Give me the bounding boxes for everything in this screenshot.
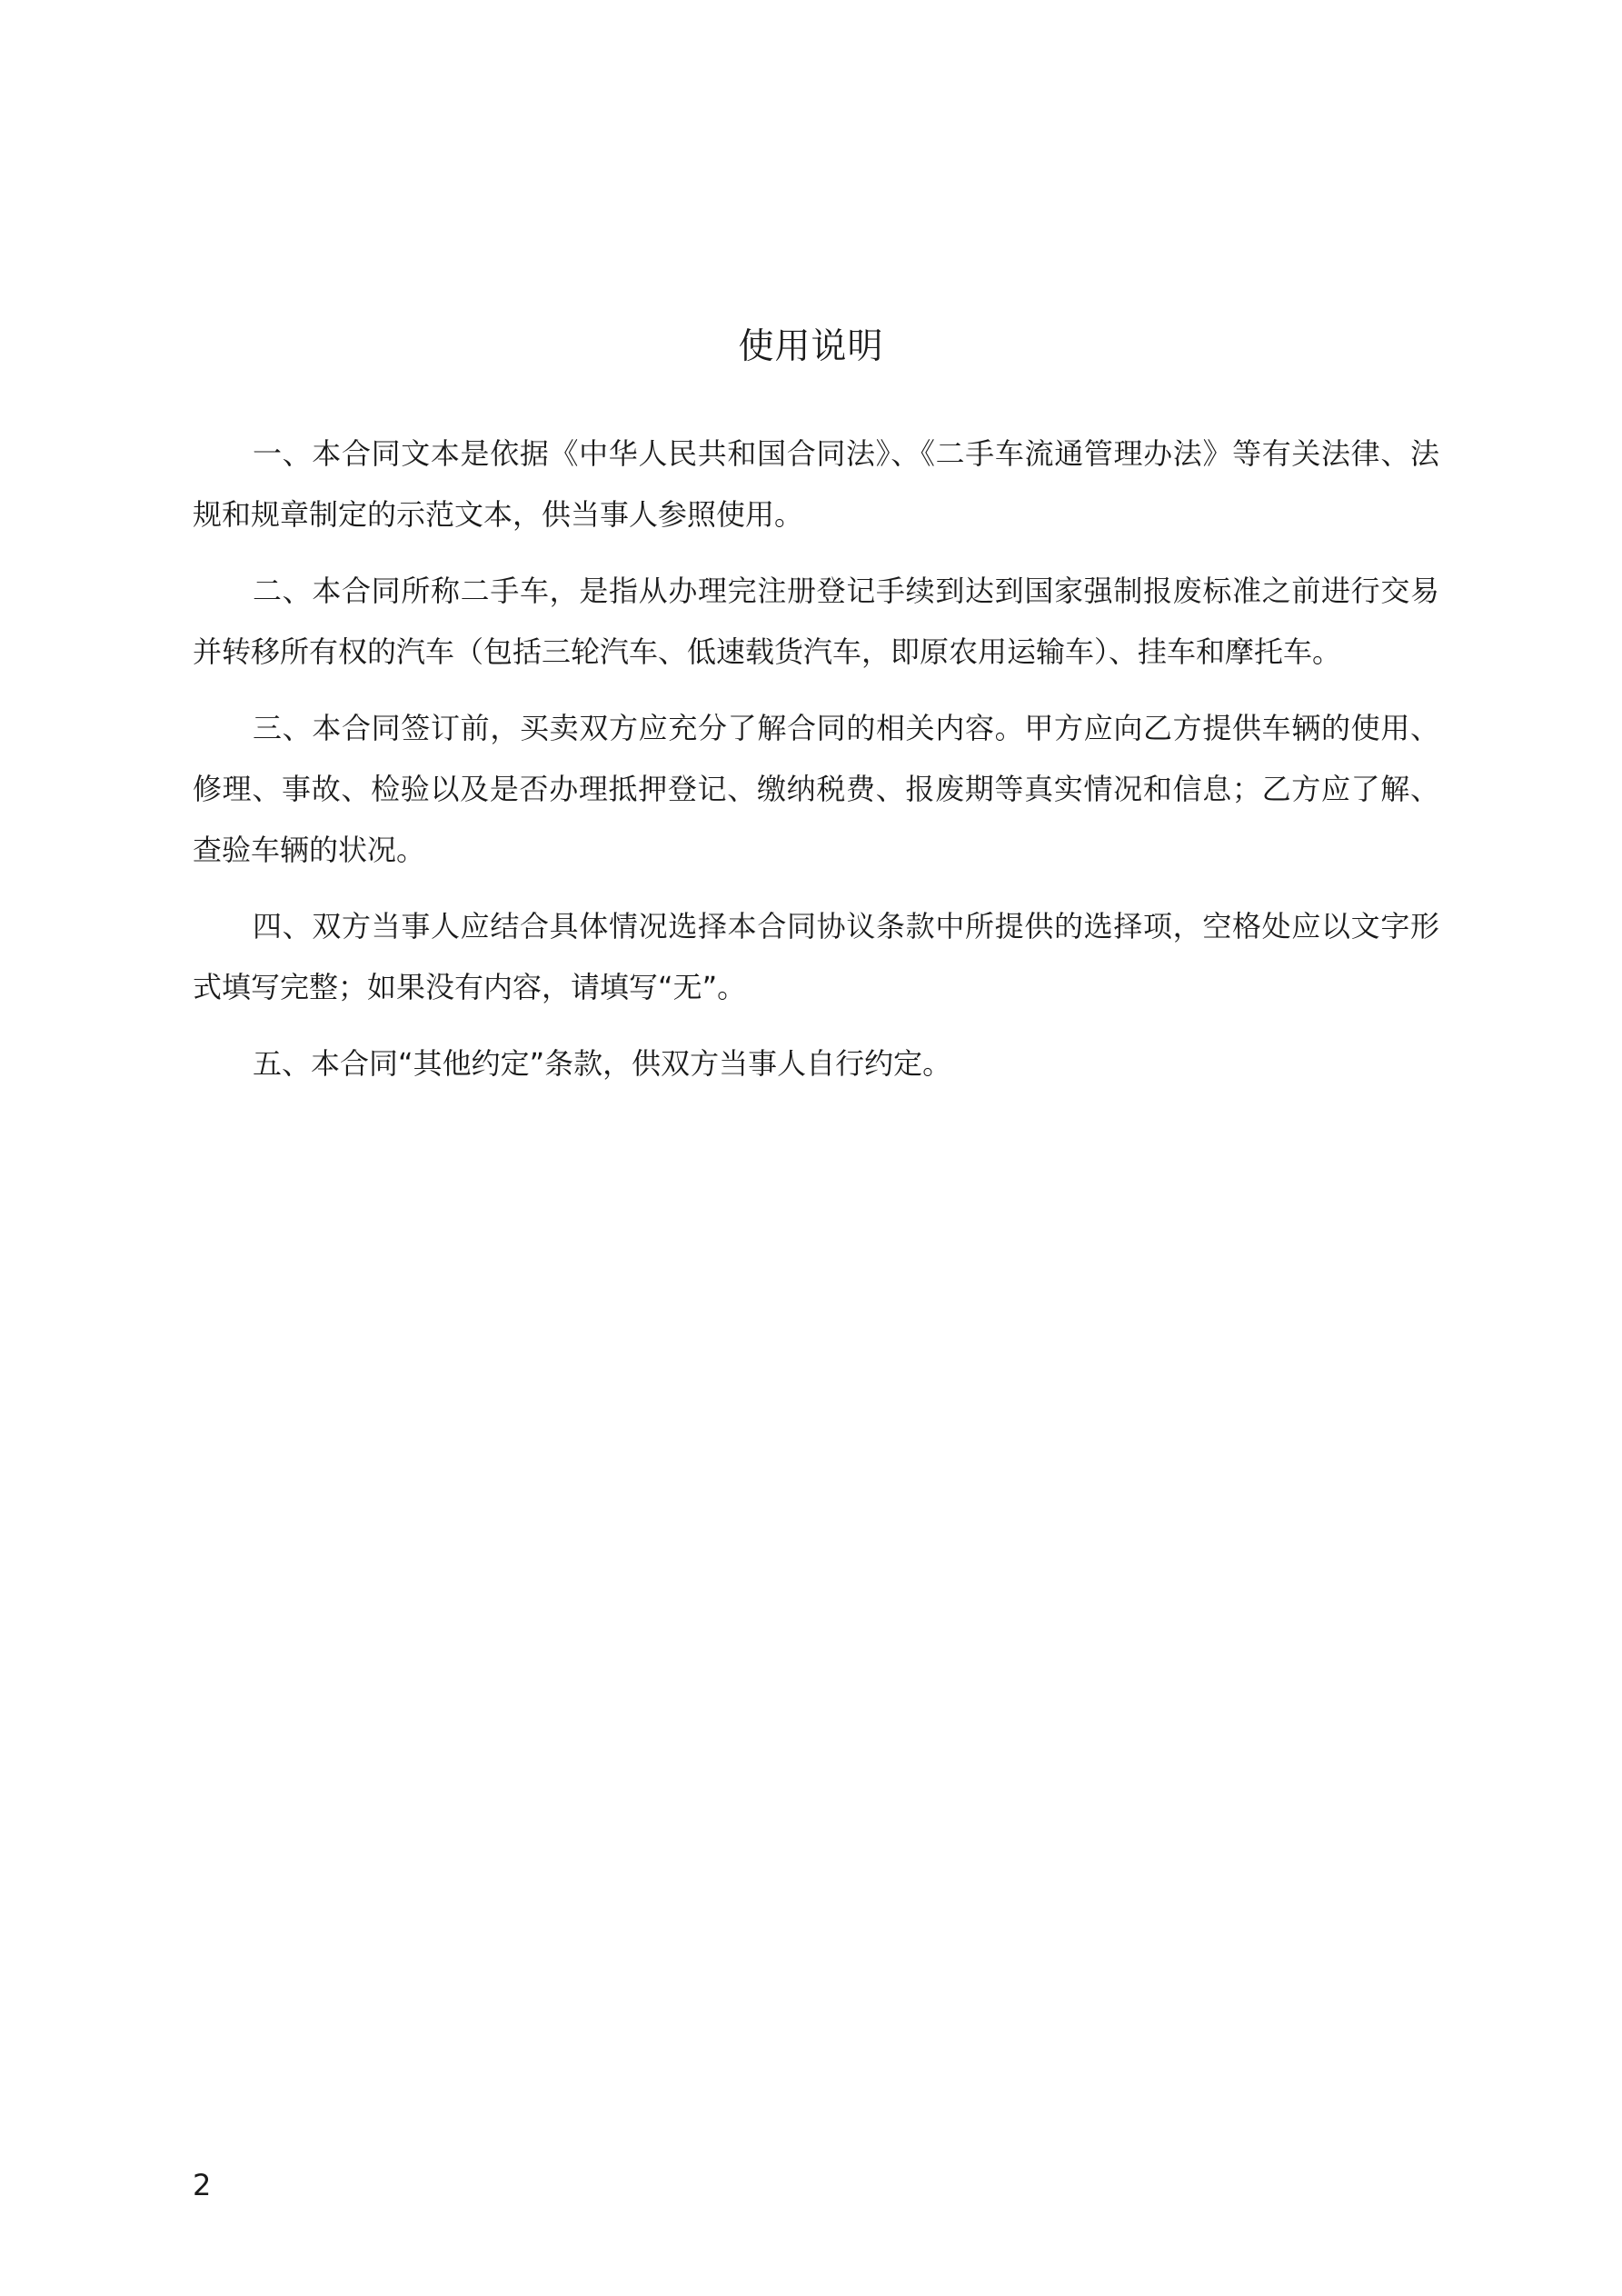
instructions-body (193, 424, 1439, 1110)
paragraph-1: 一、本合同文本是依据《中华人民共和国合同法》、《二手车流通管理办法》等有关法律、法规和规章制定的示范文本，供当事人参照使用。 (193, 436, 1439, 532)
paragraph-5: 五、本合同“其他约定”条款，供双方当事人自行约定。 (253, 1046, 952, 1081)
paragraph-4: 四、双方当事人应结合具体情况选择本合同协议条款中所提供的选择项，空格处应以文字形式填写完整；如果没有内容，请填写“无”。 (193, 909, 1439, 1004)
page-number: 2 (193, 2168, 212, 2202)
page-title: 使用说明 (738, 326, 884, 367)
paragraph-2: 二、本合同所称二手车，是指从办理完注册登记手续到达到国家强制报废标准之前进行交易并转移所有权的汽车（包括三轮汽车、低速载货汽车，即原农用运输车）、挂车和摩托车。 (193, 574, 1439, 669)
paragraph-3: 三、本合同签订前，买卖双方应充分了解合同的相关内容。甲方应向乙方提供车辆的使用、修理、事故、检验以及是否办理抵押登记、缴纳税费、报废期等真实情况和信息；乙方应了解、查验车辆的状况。 (193, 711, 1439, 867)
